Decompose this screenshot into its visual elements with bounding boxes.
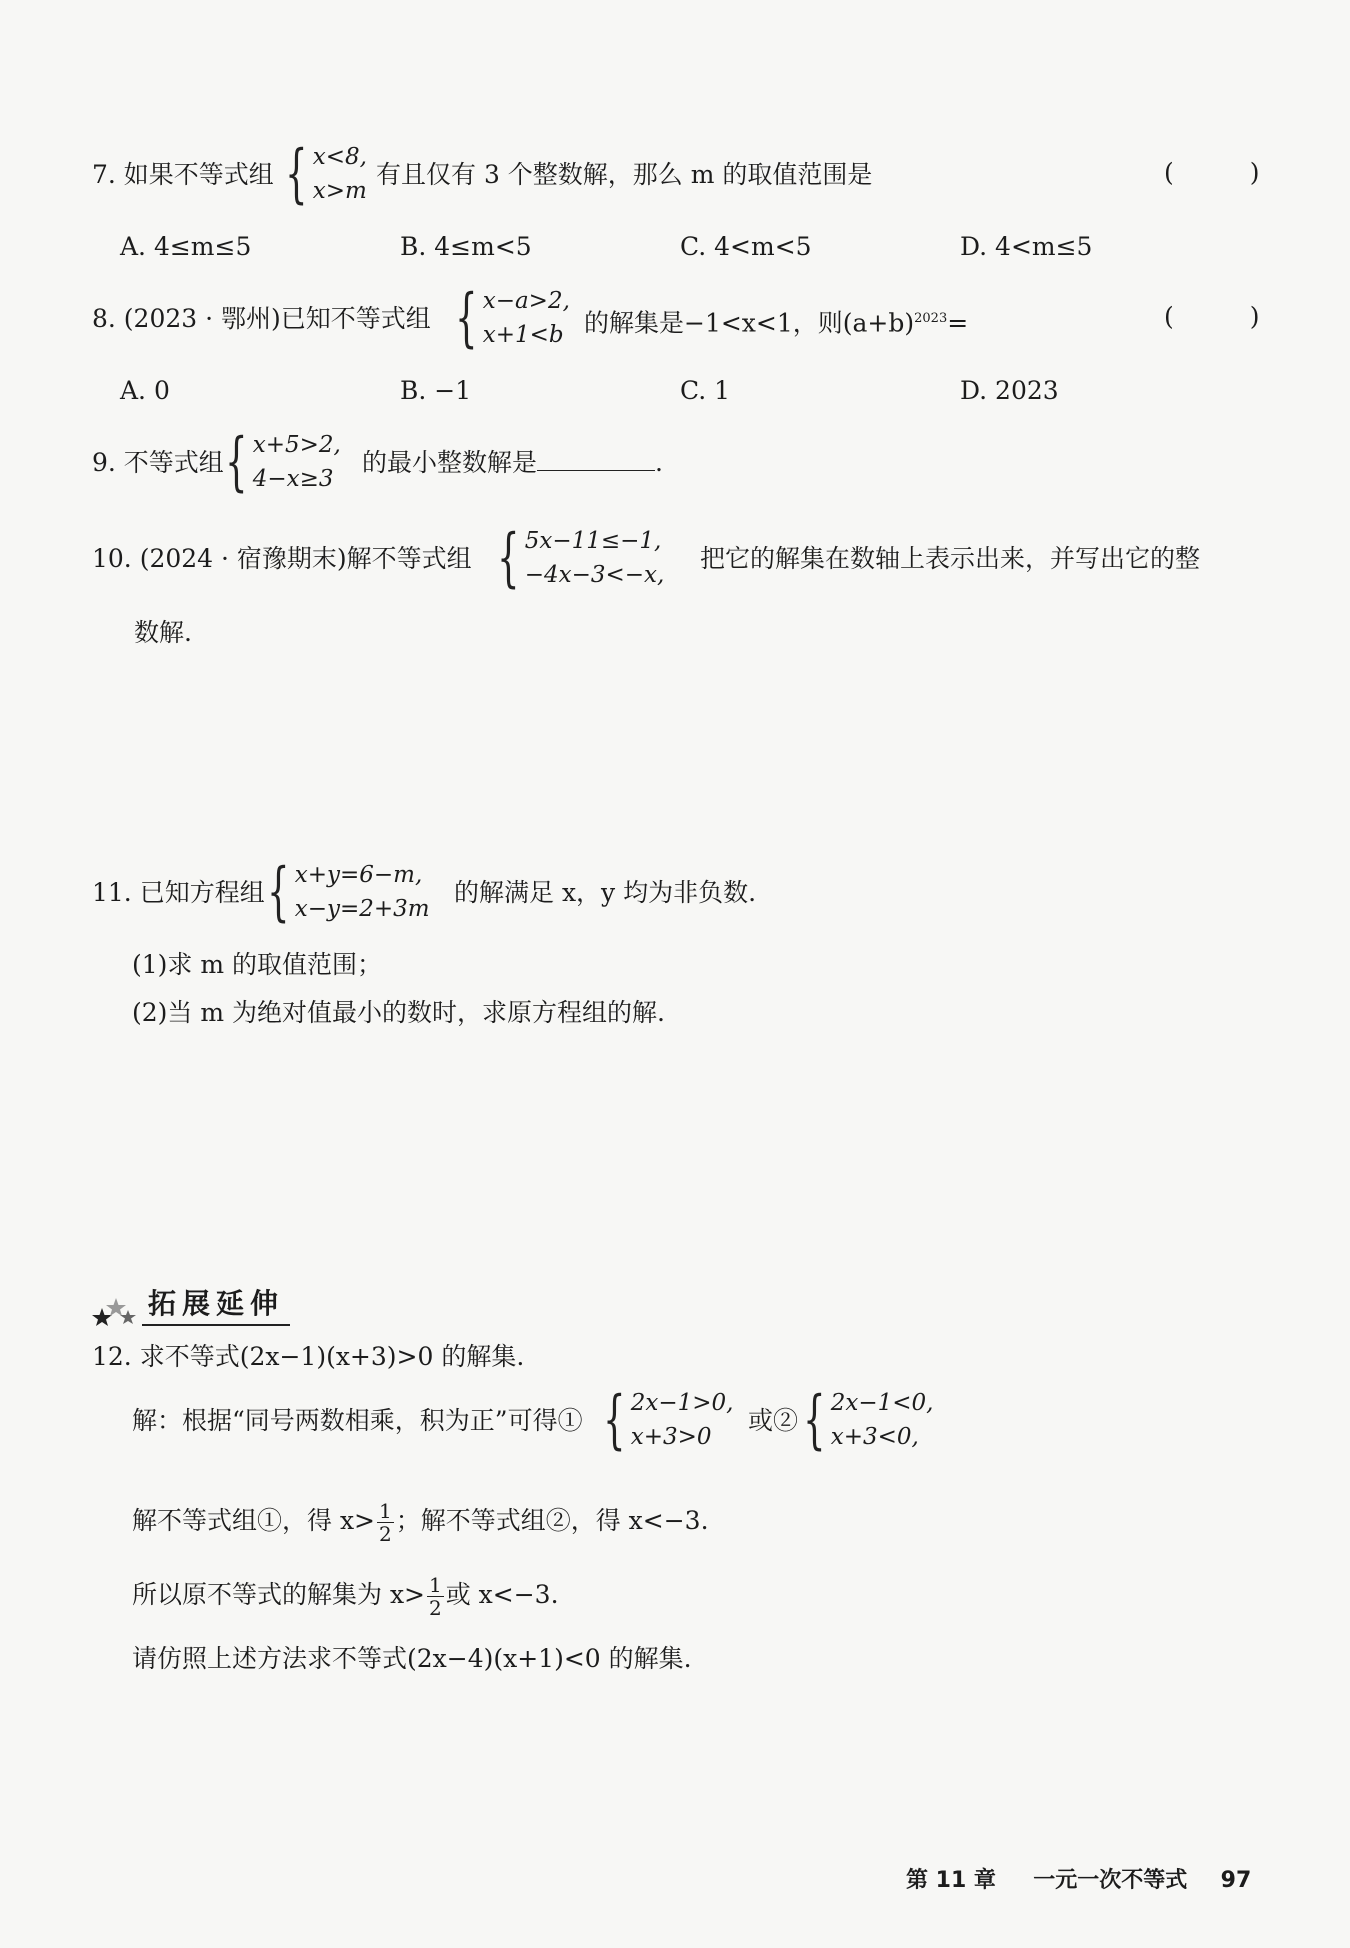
section-title: 拓展延伸	[142, 1282, 290, 1326]
section-header	[92, 1282, 290, 1326]
q12-line3	[132, 1574, 559, 1619]
q8-stem-text: 的解集是−1<x<1，则(a+b)	[584, 308, 915, 338]
q8-option-c: C. 1	[680, 376, 731, 405]
brace-icon: {	[497, 521, 520, 595]
brace-icon: {	[803, 1383, 826, 1457]
footer-chapter: 第 11 章	[906, 1868, 996, 1893]
q12-line2	[132, 1500, 709, 1545]
q7-option-d: D. 4<m≤5	[960, 232, 1093, 261]
q9-system	[222, 425, 341, 499]
q7-system-row-1: x<8,	[312, 144, 367, 170]
stars-icon	[92, 1284, 142, 1326]
q8-system	[452, 281, 570, 355]
q12-system-2	[800, 1383, 934, 1457]
fraction-one-half	[377, 1500, 394, 1545]
q11-system	[264, 855, 430, 929]
q10-stem-prefix: 10. (2024 · 宿豫期末)解不等式组	[92, 544, 472, 573]
q8-answer-paren: ( )	[1164, 302, 1294, 331]
q8-option-b: B. −1	[400, 376, 472, 405]
q7-option-b: B. 4≤m<5	[400, 232, 532, 261]
q11-sub-question-2: (2)当 m 为绝对值最小的数时，求原方程组的解.	[132, 998, 665, 1027]
q11-sub-question-1: (1)求 m 的取值范围；	[132, 950, 383, 979]
q8-system-row-2: x+1<b	[482, 322, 564, 348]
q7-option-c: C. 4<m<5	[680, 232, 812, 261]
q10-continuation: 数解.	[134, 618, 192, 647]
q12-system1-row-2: x+3>0	[630, 1424, 712, 1450]
q12-line4: 请仿照上述方法求不等式(2x−4)(x+1)<0 的解集.	[132, 1644, 692, 1673]
q11-stem-prefix: 11. 已知方程组	[92, 878, 265, 907]
brace-icon: {	[267, 855, 290, 929]
q10-system-row-2: −4x−3<−x,	[524, 562, 665, 588]
q8-stem-end: =	[947, 308, 969, 338]
q11-stem-suffix: 的解满足 x，y 均为非负数.	[454, 878, 757, 907]
q9-system-row-1: x+5>2,	[252, 432, 341, 458]
q12-or: 或②	[748, 1406, 799, 1435]
q12-line2-b: ；解不等式组②，得 x<−3.	[395, 1506, 709, 1535]
q8-option-d: D. 2023	[960, 376, 1059, 405]
q12-line1-prefix: 解：根据“同号两数相乘，积为正”可得①	[132, 1406, 583, 1435]
q8-stem-prefix: 8. (2023 · 鄂州)已知不等式组	[92, 304, 431, 333]
q7-answer-paren: ( )	[1164, 158, 1294, 187]
q9-stem-prefix: 9. 不等式组	[92, 448, 224, 477]
q9-stem-text: 的最小整数解是	[362, 448, 538, 477]
q9-end: .	[655, 448, 663, 477]
q12-line3-a: 所以原不等式的解集为 x>	[132, 1580, 425, 1609]
q12-stem: 12. 求不等式(2x−1)(x+3)>0 的解集.	[92, 1342, 525, 1371]
q8-system-row-1: x−a>2,	[482, 288, 570, 314]
q7-stem-prefix: 7. 如果不等式组	[92, 160, 274, 189]
q12-system2-row-2: x+3<0,	[830, 1424, 919, 1450]
footer-title: 一元一次不等式	[1033, 1868, 1188, 1893]
q9-system-row-2: 4−x≥3	[252, 466, 334, 492]
q12-system1-row-1: 2x−1>0,	[630, 1390, 734, 1416]
brace-icon: {	[285, 137, 308, 211]
fraction-numerator: 1	[429, 1573, 442, 1597]
q8-stem-suffix	[584, 302, 968, 340]
fraction-one-half	[427, 1574, 444, 1619]
q10-system	[494, 521, 665, 595]
answer-blank[interactable]	[537, 446, 655, 471]
q7-stem-suffix: 有且仅有 3 个整数解，那么 m 的取值范围是	[376, 160, 873, 189]
q10-system-row-1: 5x−11≤−1,	[524, 528, 662, 554]
q12-system-1	[600, 1383, 734, 1457]
q7-system-row-2: x>m	[312, 178, 367, 204]
q8-option-a: A. 0	[120, 376, 170, 405]
q9-stem-suffix	[362, 446, 663, 480]
q11-system-row-2: x−y=2+3m	[294, 896, 430, 922]
q12-system2-row-1: 2x−1<0,	[830, 1390, 934, 1416]
q11-system-row-1: x+y=6−m,	[294, 862, 423, 888]
fraction-denominator: 2	[429, 1596, 442, 1620]
fraction-numerator: 1	[379, 1499, 392, 1523]
q12-line3-b: 或 x<−3.	[445, 1580, 559, 1609]
fraction-denominator: 2	[379, 1522, 392, 1546]
q7-option-a: A. 4≤m≤5	[120, 232, 252, 261]
q8-exponent: 2023	[914, 311, 948, 326]
q7-system	[282, 137, 367, 211]
q12-line2-a: 解不等式组①，得 x>	[132, 1506, 375, 1535]
brace-icon: {	[603, 1383, 626, 1457]
page-footer	[906, 1863, 1251, 1894]
page-number: 97	[1220, 1868, 1252, 1893]
q10-stem-suffix: 把它的解集在数轴上表示出来，并写出它的整	[700, 544, 1201, 573]
brace-icon: {	[455, 281, 478, 355]
brace-icon: {	[225, 425, 248, 499]
